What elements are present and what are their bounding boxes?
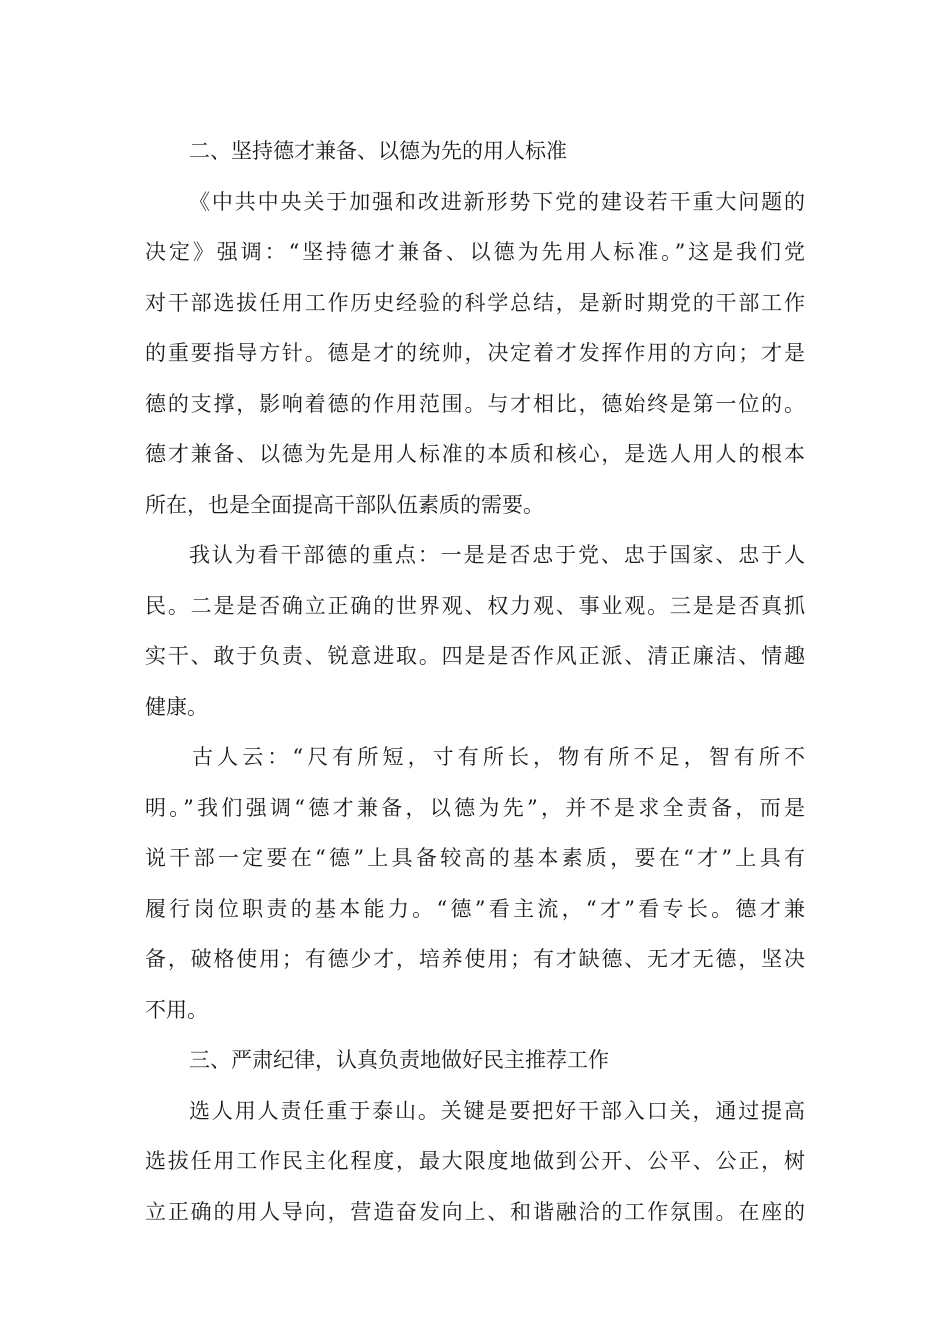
paragraph-line: 明。”我们强调“德才兼备，以德为先”，并不是求全责备，而是	[145, 795, 805, 820]
document-body	[145, 126, 805, 1237]
section-heading-3: 三、严肃纪律，认真负责地做好民主推荐工作	[189, 1048, 609, 1072]
paragraph-line: 说干部一定要在“德”上具备较高的基本素质，要在“才”上具有	[145, 846, 805, 870]
paragraph-line: 古人云：“尺有所短，寸有所长，物有所不足，智有所不	[192, 745, 805, 769]
paragraph-line: 实干、敢于负责、锐意进取。四是是否作风正派、清正廉洁、情趣	[145, 644, 805, 668]
paragraph-line: 选拔任用工作民主化程度，最大限度地做到公开、公平、公正，树	[145, 1149, 805, 1173]
paragraph-line: 的重要指导方针。德是才的统帅，决定着才发挥作用的方向；才是	[145, 341, 805, 365]
paragraph-line: 《中共中央关于加强和改进新形势下党的建设若干重大问题的	[189, 189, 805, 214]
paragraph-line: 备，破格使用；有德少才，培养使用；有才缺德、无才无德，坚决	[145, 947, 805, 971]
paragraph-line: 对干部选拔任用工作历史经验的科学总结，是新时期党的干部工作	[145, 290, 805, 315]
paragraph-line: 我认为看干部德的重点：一是是否忠于党、忠于国家、忠于人	[189, 543, 805, 567]
section-heading-2: 二、坚持德才兼备、以德为先的用人标准	[189, 139, 567, 163]
paragraph-line: 选人用人责任重于泰山。关键是要把好干部入口关，通过提高	[189, 1098, 805, 1123]
paragraph-line: 不用。	[145, 997, 208, 1022]
paragraph-line: 立正确的用人导向，营造奋发向上、和谐融洽的工作氛围。在座的	[145, 1199, 805, 1224]
paragraph-line: 德才兼备、以德为先是用人标准的本质和核心，是选人用人的根本	[145, 442, 805, 466]
paragraph-line: 决定》强调：“坚持德才兼备、以德为先用人标准。”这是我们党	[145, 240, 805, 264]
paragraph-line: 德的支撑，影响着德的作用范围。与才相比，德始终是第一位的。	[145, 391, 805, 416]
paragraph-line: 健康。	[145, 694, 208, 719]
paragraph-line: 履行岗位职责的基本能力。“德”看主流，“才”看专长。德才兼	[145, 896, 805, 921]
paragraph-line: 所在，也是全面提高干部队伍素质的需要。	[145, 492, 544, 517]
paragraph-line: 民。二是是否确立正确的世界观、权力观、事业观。三是是否真抓	[145, 593, 805, 618]
